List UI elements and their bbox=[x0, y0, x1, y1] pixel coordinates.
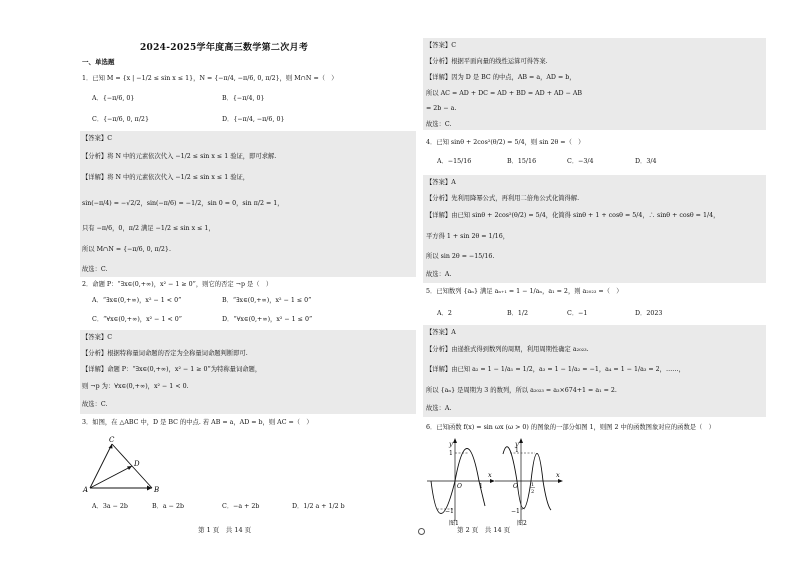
fig2-tick-neg1: −1 bbox=[511, 508, 520, 515]
q2-option-b: B．“∃x∈(0,+∞)，x² − 1 ≤ 0” bbox=[222, 297, 312, 304]
q6-stem: 6．已知函数 f(x) = sin ωx (ω > 0) 的图象的一部分如图 1，则图 2 中的函数图象对应的函数是（ ） bbox=[426, 424, 715, 431]
q2-option-a: A．“∃x∈(0,+∞)，x² − 1 < 0” bbox=[92, 297, 182, 304]
figure-2-graph bbox=[495, 436, 565, 526]
triangle-figure bbox=[82, 434, 172, 496]
fig1-caption: 图1 bbox=[449, 520, 459, 526]
q2-answer: 【答案】C bbox=[82, 334, 113, 341]
q1-detail-2: sin(−π/4) = −√2/2，sin(−π/6) = −1/2，sin 0 = 0，sin π/2 = 1， bbox=[82, 200, 284, 207]
q1-option-a: A．{−π/6, 0} bbox=[92, 95, 135, 102]
fig1-origin: O bbox=[457, 483, 462, 490]
q1-option-d: D．{−π/4, −π/6, 0} bbox=[222, 116, 285, 123]
q1-analysis: 【分析】将 N 中的元素依次代入 −1/2 ≤ sin x ≤ 1 验证，即可求解. bbox=[82, 153, 277, 160]
q3-detail-1: 【详解】因为 D 是 BC 的中点，AB = a，AD = b， bbox=[426, 74, 576, 81]
q3-option-a: A．3a − 2b bbox=[92, 503, 128, 510]
q4-solution-box bbox=[423, 175, 766, 283]
q2-conclusion: 故选：C. bbox=[82, 401, 108, 408]
q4-stem: 4．已知 sinθ + 2cos²(θ/2) = 5/4，则 sin 2θ =（ ） bbox=[426, 139, 585, 146]
q5-conclusion: 故选：A. bbox=[426, 405, 452, 412]
fig2-tick-num: 1 bbox=[531, 482, 535, 488]
q3-conclusion: 故选：C. bbox=[426, 121, 452, 128]
q3-solution-box bbox=[423, 38, 766, 130]
fig2-tick-1: 1 bbox=[515, 447, 519, 454]
q3-stem: 3．如图，在 △ABC 中，D 是 BC 的中点. 若 AB = a，AD = b，则 AC =（ ） bbox=[82, 419, 313, 426]
fig1-y-arrow bbox=[453, 438, 457, 443]
q1-detail-1: 【详解】将 N 中的元素依次代入 −1/2 ≤ sin x ≤ 1 验证， bbox=[82, 174, 250, 181]
q2-analysis: 【分析】根据特称量词命题的否定为全称量词命题判断即可. bbox=[82, 350, 248, 357]
fig1-tick-neg1: −1 bbox=[445, 508, 454, 515]
median-ad bbox=[90, 466, 132, 488]
fig2-origin: O bbox=[513, 483, 518, 490]
q2-detail-1: 【详解】命题 P：“∃x∈(0,+∞)，x² − 1 ≥ 0”为特称量词命题， bbox=[82, 366, 262, 373]
arrow-ac bbox=[109, 444, 113, 449]
section-heading: 一、单选题 bbox=[82, 58, 115, 66]
page-right bbox=[397, 0, 794, 561]
fig1-x-label: x bbox=[488, 471, 492, 479]
exam-title: 2024-2025学年度高三数学第二次月考 bbox=[140, 43, 309, 53]
q5-option-c: C．−1 bbox=[567, 310, 588, 317]
q5-detail-1: 【详解】由已知 a₂ = 1 − 1/a₁ = 1/2，a₃ = 1 − 1/a₂ = −1，a₄ = 1 − 1/a₃ = 2，……， bbox=[426, 366, 685, 373]
q1-answer: 【答案】C bbox=[82, 135, 113, 142]
q1-option-c: C．{−π/6, 0, π/2} bbox=[92, 116, 149, 123]
page-footer-left: 第 1 页 共 14 页 bbox=[198, 526, 252, 534]
q2-stem: 2．命题 P：“∃x∈(0,+∞)，x² − 1 ≥ 0”，则它的否定 ¬p 是（ ） bbox=[82, 281, 273, 288]
q2-option-c: C．“∀x∈(0,+∞)，x² − 1 < 0” bbox=[92, 316, 182, 323]
q5-option-a: A．2 bbox=[437, 310, 452, 317]
fig2-y-label: y bbox=[515, 440, 519, 448]
q2-detail-2: 则 ¬p 为：∀x∈(0,+∞)，x² − 1 < 0. bbox=[82, 383, 189, 390]
q5-stem: 5．已知数列 {aₙ} 满足 aₙ₊₁ = 1 − 1/aₙ，a₁ = 2，则 a₂₀₂₃ =（ ） bbox=[426, 288, 623, 295]
q4-answer: 【答案】A bbox=[426, 179, 456, 186]
fig1-tick-1: 1 bbox=[449, 450, 453, 457]
q3-detail-2: 所以 AC = AD + DC = AD + BD = AD + AD − AB bbox=[426, 90, 583, 97]
q4-option-b: B．15/16 bbox=[507, 158, 537, 165]
q3-option-b: B．a − 2b bbox=[152, 503, 184, 510]
q4-detail-1: 【详解】由已知 sinθ + 2cos²(θ/2) = 5/4，化简得 sinθ + 1 + cosθ = 5/4，∴ sinθ + cosθ = 1/4， bbox=[426, 212, 720, 219]
fig2-x-label: x bbox=[556, 471, 560, 479]
fig2-tick-den: 2 bbox=[531, 489, 535, 495]
q3-answer: 【答案】C bbox=[426, 42, 457, 49]
fig2-y-arrow bbox=[519, 438, 523, 443]
q3-analysis: 【分析】根据平面向量的线性运算可得答案. bbox=[426, 58, 548, 65]
q4-option-d: D．3/4 bbox=[635, 158, 657, 165]
q3-option-d: D．1/2 a + 1/2 b bbox=[292, 503, 345, 510]
q5-analysis: 【分析】由递推式得到数列的周期，利用周期性确定 a₂₀₂₃. bbox=[426, 346, 589, 353]
side-ac bbox=[90, 444, 112, 488]
page-footer-right: 第 2 页 共 14 页 bbox=[457, 526, 511, 534]
label-b: B bbox=[154, 486, 160, 494]
q4-option-c: C．−3/4 bbox=[567, 158, 594, 165]
q4-detail-2: 平方得 1 + sin 2θ = 1/16， bbox=[426, 233, 509, 240]
q5-option-d: D．2023 bbox=[635, 310, 663, 317]
q1-detail-3: 只有 −π/6，0，π/2 满足 −1/2 ≤ sin x ≤ 1， bbox=[82, 225, 215, 232]
q1-conclusion: 故选：C. bbox=[82, 266, 108, 273]
fig2-caption: 图2 bbox=[517, 520, 527, 526]
q3-option-c: C．−a + 2b bbox=[222, 503, 260, 510]
q2-option-d: D．“∀x∈(0,+∞)，x² − 1 ≤ 0” bbox=[222, 316, 313, 323]
q4-conclusion: 故选：A. bbox=[426, 271, 452, 278]
fig1-y-label: y bbox=[449, 440, 453, 448]
q5-option-b: B．1/2 bbox=[507, 310, 529, 317]
figure-1-graph bbox=[427, 436, 497, 526]
q1-detail-4: 所以 M∩N = {−π/6, 0, π/2}. bbox=[82, 246, 171, 253]
label-d: D bbox=[134, 460, 140, 468]
q5-detail-2: 所以 {aₙ} 是周期为 3 的数列，所以 a₂₀₂₃ = a₃×674+1 = a₁ = 2. bbox=[426, 387, 617, 394]
arrow-ab bbox=[147, 486, 152, 491]
label-a: A bbox=[83, 486, 89, 494]
label-c: C bbox=[109, 436, 115, 444]
q1-option-b: B．{−π/4, 0} bbox=[222, 95, 265, 102]
fig1-x-tick: 1 bbox=[479, 483, 483, 490]
fig2-x-arrow bbox=[558, 479, 563, 483]
q4-detail-3: 所以 sin 2θ = −15/16. bbox=[426, 253, 495, 260]
fig2-curve bbox=[503, 447, 551, 510]
q3-detail-3: = 2b − a. bbox=[426, 105, 457, 112]
q4-analysis: 【分析】先利用降幂公式，再利用二倍角公式化简得解. bbox=[426, 195, 580, 202]
q1-stem: 1．已知 M = {x | −1/2 ≤ sin x ≤ 1}，N = {−π/4, −π/6, 0, π/2}，则 M∩N =（ ） bbox=[82, 75, 338, 82]
q5-answer: 【答案】A bbox=[426, 329, 456, 336]
q4-option-a: A．−15/16 bbox=[437, 158, 472, 165]
